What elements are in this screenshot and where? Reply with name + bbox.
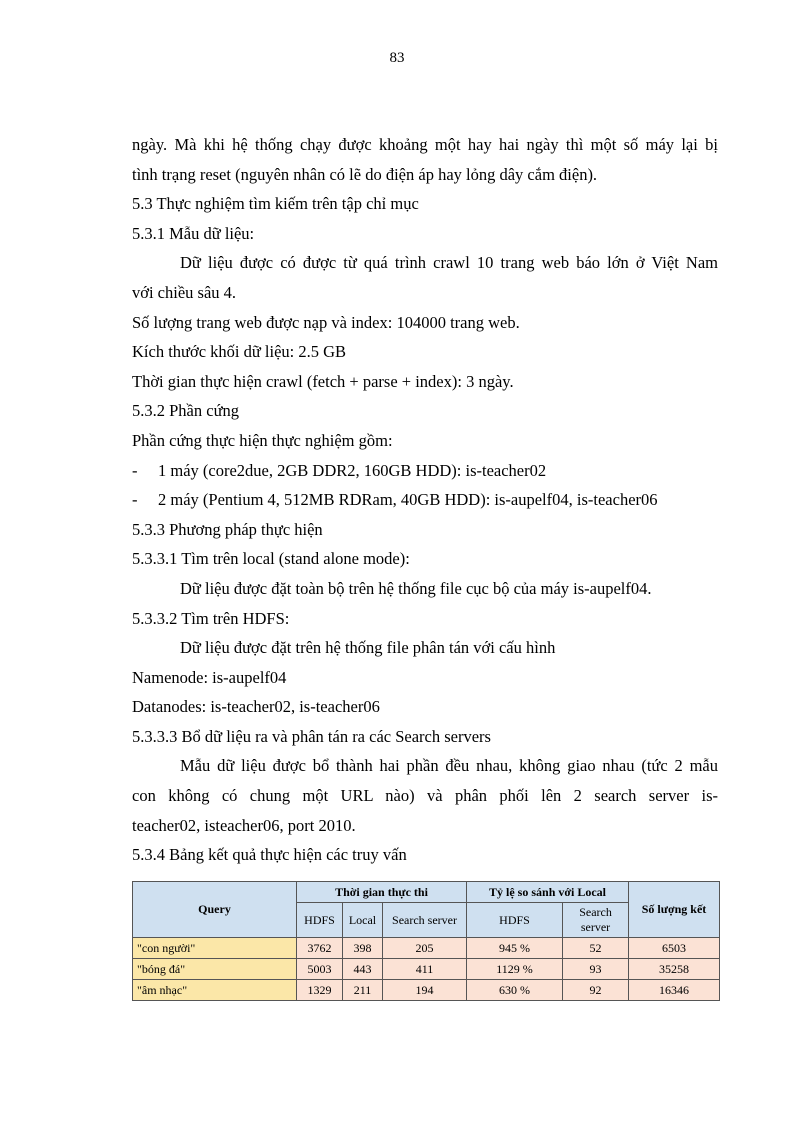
cell-local: 443: [343, 959, 383, 980]
cell-hdfs: 5003: [297, 959, 343, 980]
cell-hdfs: 1329: [297, 980, 343, 1001]
header-search-server: Search server: [383, 903, 467, 938]
paragraph-line: Mẫu dữ liệu được bổ thành hai phần đều nhau, không giao nhau (tức 2 mẫu: [180, 756, 718, 776]
cell-ratio-search: 93: [563, 959, 629, 980]
cell-ratio-hdfs: 945 %: [467, 938, 563, 959]
cell-local: 211: [343, 980, 383, 1001]
paragraph-line: Datanodes: is-teacher02, is-teacher06: [132, 697, 380, 717]
subsection-heading: 5.3.3.3 Bổ dữ liệu ra và phân tán ra các Search servers: [132, 726, 491, 746]
header-ratio-search-server: Search server: [563, 903, 629, 938]
cell-ratio-hdfs: 630 %: [467, 980, 563, 1001]
subsection-heading: 5.3.3 Phương pháp thực hiện: [132, 519, 323, 539]
cell-count: 16346: [629, 980, 720, 1001]
subsection-heading: 5.3.1 Mẫu dữ liệu:: [132, 223, 255, 243]
bullet-mark: -: [132, 460, 138, 480]
cell-search-server: 205: [383, 938, 467, 959]
cell-ratio-search: 92: [563, 980, 629, 1001]
cell-ratio-search: 52: [563, 938, 629, 959]
table-row: [133, 980, 720, 1001]
bullet-item: [132, 485, 718, 515]
paragraph-line: ngày. Mà khi hệ thống chạy được khoảng một hay hai ngày thì một số máy lại bị: [132, 135, 718, 154]
cell-search-server: 411: [383, 959, 467, 980]
header-ratio-hdfs: HDFS: [467, 903, 563, 938]
paragraph-line: teacher02, isteacher06, port 2010.: [132, 815, 356, 835]
paragraph-line: Số lượng trang web được nạp và index: 104000 trang web.: [132, 312, 520, 332]
paragraph-line: Dữ liệu được đặt trên hệ thống file phân tán với cấu hình: [180, 638, 556, 658]
bullet-text: 1 máy (core2due, 2GB DDR2, 160GB HDD): is-teacher02: [158, 460, 547, 480]
header-result-count: Số lượng kết: [629, 882, 720, 938]
paragraph-line: Kích thước khối dữ liệu: 2.5 GB: [132, 342, 347, 362]
paragraph-line: tình trạng reset (nguyên nhân có lẽ do điện áp hay lỏng dây cắm điện).: [132, 164, 598, 184]
cell-search-server: 194: [383, 980, 467, 1001]
subsection-heading: 5.3.3.2 Tìm trên HDFS:: [132, 608, 290, 628]
paragraph-line: với chiều sâu 4.: [132, 282, 237, 302]
page-number: 83: [389, 50, 405, 66]
cell-count: 6503: [629, 938, 720, 959]
subsection-heading: 5.3.4 Bảng kết quả thực hiện các truy vấn: [132, 845, 407, 865]
header-ratio-local: Tỷ lệ so sánh với Local: [467, 882, 629, 903]
table-row: [133, 938, 720, 959]
header-local: Local: [343, 903, 383, 938]
bullet-text: 2 máy (Pentium 4, 512MB RDRam, 40GB HDD): is-aupelf04, is-teacher06: [158, 490, 658, 510]
cell-ratio-hdfs: 1129 %: [467, 959, 563, 980]
section-heading: 5.3 Thực nghiệm tìm kiếm trên tập chỉ mục: [132, 194, 419, 214]
table-row: [133, 959, 720, 980]
document-body: [132, 130, 718, 870]
subsection-heading: 5.3.2 Phần cứng: [132, 401, 240, 421]
paragraph-line: Phần cứng thực hiện thực nghiệm gồm:: [132, 430, 393, 450]
header-hdfs: HDFS: [297, 903, 343, 938]
results-table: [132, 881, 720, 1001]
header-query: Query: [133, 882, 297, 938]
subsection-heading: 5.3.3.1 Tìm trên local (stand alone mode):: [132, 549, 410, 569]
cell-query: "bóng đá": [133, 959, 297, 980]
paragraph-line: Dữ liệu được đặt toàn bộ trên hệ thống file cục bộ của máy is-aupelf04.: [180, 578, 652, 598]
paragraph-line: Dữ liệu được có được từ quá trình crawl 10 trang web báo lớn ở Việt Nam: [180, 253, 718, 273]
cell-count: 35258: [629, 959, 720, 980]
paragraph-line: Namenode: is-aupelf04: [132, 667, 287, 687]
header-execution-time: Thời gian thực thi: [297, 882, 467, 903]
paragraph-line: con không có chung một URL nào) và phân phối lên 2 search server is-: [132, 786, 718, 806]
cell-query: "con người": [133, 938, 297, 959]
bullet-mark: -: [132, 490, 138, 510]
cell-hdfs: 3762: [297, 938, 343, 959]
cell-local: 398: [343, 938, 383, 959]
paragraph-line: Thời gian thực hiện crawl (fetch + parse + index): 3 ngày.: [132, 371, 514, 391]
bullet-item: [132, 456, 718, 486]
cell-query: "âm nhạc": [133, 980, 297, 1001]
